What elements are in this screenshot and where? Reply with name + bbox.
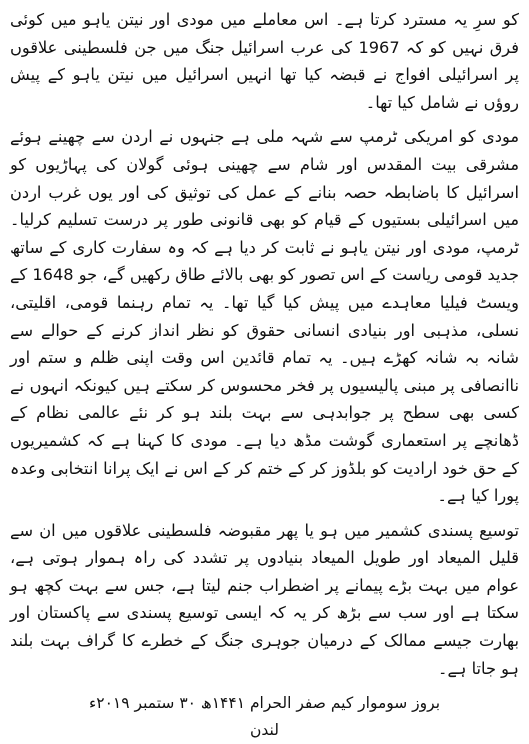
article-signoff [10,690,519,744]
paragraph-2: مودی کو امریکی ٹرمپ سے شہہ ملی ہے جنہوں نے اردن سے چھینے ہوئے مشرقی بیت المقدس اور شام سے چھینی ہوئی گولان کی پہاڑیوں کو اسرائیل کا باضابطہ حصہ بنانے کے عمل کی توثیق کی اور یوں غرب اردن میں اسرائیلی بستیوں کے قیام کو بھی قانونی طور پر درست تسلیم کرلیا۔ ٹرمپ، مودی اور نیتن یاہو نے ثابت کر دیا ہے کہ وہ سفارت کاری کے ساتھ جدید قومی ریاست کے اس تصور کو بھی بالائے طاق رکھیں گے، جو 1648 کے ویسٹ فیلیا معاہدے میں پیش کیا گیا تھا۔ یہ تمام رہنما قومی، اقلیتی، نسلی، مذہبی اور بنیادی انسانی حقوق کو نظر انداز کرنے کے حوالے سے شانہ بہ شانہ کھڑے ہیں۔ یہ تمام قائدین اس وقت اپنی ظلم و ستم اور ناانصافی پر مبنی پالیسیوں پر فخر محسوس کر سکتے ہیں کیونکہ انہوں نے کسی بھی سطح پر جوابدہی سے بہت بلند ہو کر نئے عالمی نظام کے ڈھانچے پر استعماری گوشت مڈھ دیا ہے۔ مودی کا کہنا ہے کہ کشمیریوں کے حق خود ارادیت کو بلڈوز کر کے ختم کر کے اس نے ایک پرانا انتخابی وعدہ پورا کیا ہے۔ [10,127,519,506]
paragraph-1: کو سرِ یہ مسترد کرتا ہے۔ اس معاملے میں مودی اور نیتن یاہو میں کوئی فرق نہیں کو کہ 1967 کی عرب اسرائیل جنگ میں جن فلسطینی علاقوں پر اسرائیلی افواج نے قبضہ کیا تھا انہیں اسرائیل میں نیتن یاہو کے پیش روؤں نے شامل کیا تھا۔ [10,10,519,112]
dateline: بروز سوموار کیم صفر الحرام ۱۴۴۱ھ ۳۰ ستمبر ۲۰۱۹ء [88,694,441,713]
paragraph-3: توسیع پسندی کشمیر میں ہو یا پھر مقبوضہ فلسطینی علاقوں میں ان سے قلیل المیعاد اور طویل المیعاد بنیادوں پر تشدد کی راہ ہموار ہوتی ہے، عوام میں بہت بڑے پیمانے پر اضطراب جنم لیتا ہے، جس سے بہت کچھ ہو سکتا ہے اور سب سے بڑھ کر یہ کہ ایسی توسیع پسندی سے پاکستان اور بھارت جیسے ممالک کے درمیان جوہری جنگ کے خطرے کا گراف بہت بلند ہو جاتا ہے۔ [10,520,519,678]
article-body [10,6,519,682]
place-name: لندن [250,721,279,740]
